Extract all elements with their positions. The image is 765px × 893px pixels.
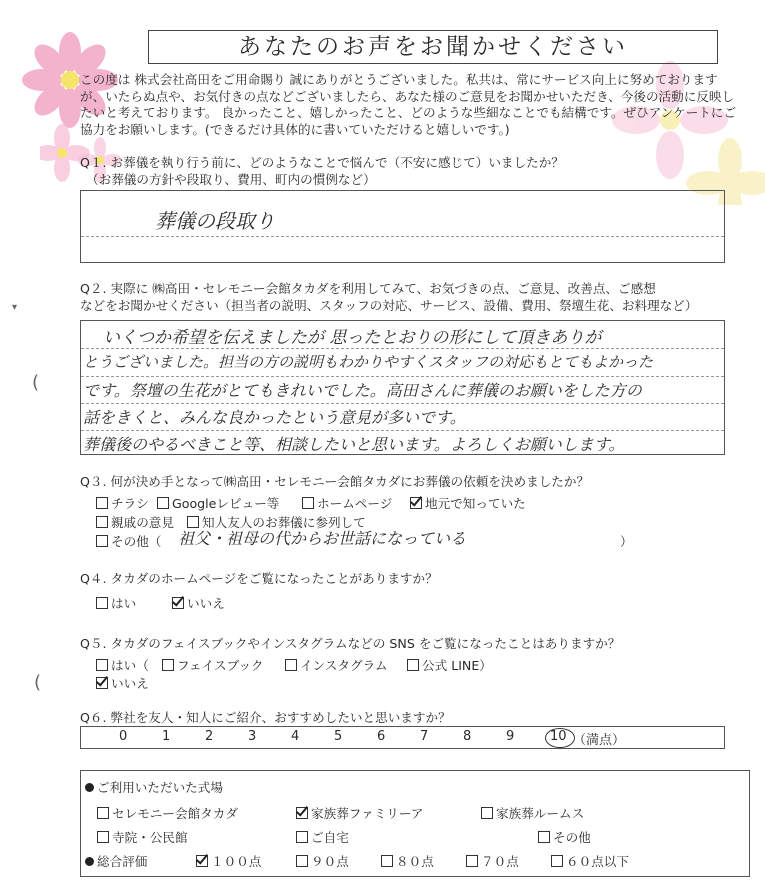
checkbox-icon <box>97 831 109 843</box>
score-unit: （満点） <box>573 733 626 748</box>
q6-score-scale <box>80 726 725 749</box>
q1-answer-text: 葬儀の段取り <box>155 209 275 233</box>
checkbox-icon <box>302 497 314 509</box>
checkbox-checked-icon <box>196 855 208 867</box>
q6-question: Q６. 弊社を友人・知人にご紹介、おすすめしたいと思いますか？ <box>80 710 451 725</box>
q2-answer-line-5: 葬儀後のやるべきこと等、相談したいと思います。よろしくお願いします。 <box>83 435 625 454</box>
q2-answer-box[interactable] <box>80 320 725 455</box>
q3-option-google-review[interactable]: Googleレビュー等 <box>157 493 279 512</box>
rating-option-60-below[interactable]: ６０点以下 <box>551 851 629 870</box>
intro-text: この度は 株式会社高田をご用命賜り 誠にありがとうございました。私共は、常にサービス向上に努めておりますが、いたらぬ点や、お気付きの点などございましたら、あなた様のご意見をお聞かせいただき、今後の活動に反映したいと考えております。 良かったこと、嬉しかったこと、どのような些細なことでも結構です。ぜひアンケートにご協力をお願いします。(できるだけ具体的に書いていただけると嬉しいです。) <box>80 72 737 137</box>
binder-hole-mark-2: ( <box>34 672 42 693</box>
score-10[interactable]: 10 <box>550 729 567 744</box>
score-0[interactable]: 0 <box>119 729 128 744</box>
checkbox-icon <box>296 831 308 843</box>
q5-question: Q５. タカダのフェイスブックやインスタグラムなどの SNS をご覧になったことはありますか？ <box>80 636 621 651</box>
q4-question: Q４. タカダのホームページをご覧になったことがありますか？ <box>80 571 438 586</box>
checkbox-icon <box>96 516 108 528</box>
q3-option-other[interactable]: その他（ <box>96 531 161 550</box>
score-9[interactable]: 9 <box>506 729 515 744</box>
bullet-icon <box>85 857 94 866</box>
venue-heading: ご利用いただいた式場 <box>85 777 223 796</box>
checkbox-icon <box>157 497 169 509</box>
rating-heading: 総合評価 <box>85 851 147 870</box>
rating-option-90[interactable]: ９０点 <box>296 851 349 870</box>
checkbox-icon <box>538 831 550 843</box>
score-2[interactable]: 2 <box>205 729 214 744</box>
rating-option-80[interactable]: ８０点 <box>381 851 434 870</box>
checkbox-icon <box>96 597 108 609</box>
q2-answer-line-3: です。祭壇の生花がとてもきれいでした。高田さんに葬儀のお願いをした方の <box>83 381 642 400</box>
checkbox-checked-icon <box>410 497 422 509</box>
score-7[interactable]: 7 <box>420 729 429 744</box>
q3-option-local[interactable]: 地元で知っていた <box>410 493 526 512</box>
q3-option-attended[interactable]: 知人友人のお葬儀に参列して <box>187 512 366 531</box>
q5-option-facebook[interactable]: フェイスブック <box>162 655 264 674</box>
score-4[interactable]: 4 <box>291 729 300 744</box>
q3-option-homepage[interactable]: ホームページ <box>302 493 392 512</box>
q5-option-yes[interactable]: はい（ <box>96 655 149 674</box>
q3-question: Q３. 何が決め手となって㈱高田・セレモニー会館タカダにお葬儀の依頼を決めましたか？ <box>80 474 590 489</box>
q1-answer-box[interactable] <box>80 190 725 263</box>
checkbox-icon <box>481 807 493 819</box>
q3-other-close: ） <box>620 534 633 549</box>
score-8[interactable]: 8 <box>463 729 472 744</box>
checkbox-icon <box>97 807 109 819</box>
venue-option-home[interactable]: ご自宅 <box>296 827 349 846</box>
checkbox-icon <box>296 855 308 867</box>
score-5[interactable]: 5 <box>334 729 343 744</box>
q5-option-instagram[interactable]: インスタグラム <box>285 655 388 674</box>
checkbox-checked-icon <box>172 597 184 609</box>
checkbox-icon <box>551 855 563 867</box>
venue-option-rooms[interactable]: 家族葬ルームス <box>481 803 584 822</box>
checkbox-icon <box>96 497 108 509</box>
q2-subtext: などをお聞かせください（担当者の説明、スタッフの対応、サービス、設備、費用、祭壇生花、お料理など） <box>80 298 698 313</box>
q3-other-answer: 祖父・祖母の代からお世話になっている <box>178 529 467 548</box>
q2-question: Q２. 実際に ㈱高田・セレモニー会館タカダを利用してみて、お気づきの点、ご意見、改善点、ご感想 <box>80 281 656 296</box>
rating-option-100[interactable]: １００点 <box>196 851 261 870</box>
q2-answer-line-1: いくつか希望を伝えましたが 思ったとおりの形にして頂きありが <box>103 328 602 348</box>
q5-option-no[interactable]: いいえ <box>96 673 149 692</box>
venue-option-temple[interactable]: 寺院・公民館 <box>97 827 188 846</box>
venue-option-familia[interactable]: 家族葬ファミリーア <box>296 803 423 822</box>
checkbox-checked-icon <box>296 807 308 819</box>
q1-subtext: （お葬儀の方針や段取り、費用、町内の慣例など） <box>86 172 376 187</box>
bullet-icon <box>85 783 94 792</box>
venue-option-other[interactable]: その他 <box>538 827 591 846</box>
checkbox-icon <box>285 659 297 671</box>
score-1[interactable]: 1 <box>162 729 171 744</box>
q3-option-relatives[interactable]: 親戚の意見 <box>96 512 174 531</box>
q3-option-flyer[interactable]: チラシ <box>96 493 149 512</box>
page-title: あなたのお声をお聞かせください <box>148 30 718 64</box>
checkbox-icon <box>407 659 419 671</box>
margin-speck: ▾ <box>12 302 18 313</box>
score-6[interactable]: 6 <box>377 729 386 744</box>
checkbox-icon <box>381 855 393 867</box>
checkbox-icon <box>466 855 478 867</box>
venue-rating-box <box>80 770 750 877</box>
checkbox-checked-icon <box>96 677 108 689</box>
venue-option-ceremony-hall[interactable]: セレモニー会館タカダ <box>97 803 238 822</box>
q5-option-line[interactable]: 公式 LINE） <box>407 655 492 674</box>
rating-option-70[interactable]: ７０点 <box>466 851 519 870</box>
q2-answer-line-4: 話をきくと、みんな良かったという意見が多いです。 <box>83 408 466 427</box>
q4-option-no[interactable]: いいえ <box>172 593 225 612</box>
binder-hole-mark: ( <box>32 372 40 393</box>
q1-question: Q１. お葬儀を執り行う前に、どのようなことで悩んで（不安に感じて）いましたか？ <box>80 155 564 170</box>
q2-answer-line-2: とうございました。担当の方の説明もわかりやすくスタッフの対応もとてもよかった <box>83 353 654 371</box>
checkbox-icon <box>96 659 108 671</box>
score-3[interactable]: 3 <box>248 729 257 744</box>
checkbox-icon <box>162 659 174 671</box>
q4-option-yes[interactable]: はい <box>96 593 136 612</box>
checkbox-icon <box>96 535 108 547</box>
